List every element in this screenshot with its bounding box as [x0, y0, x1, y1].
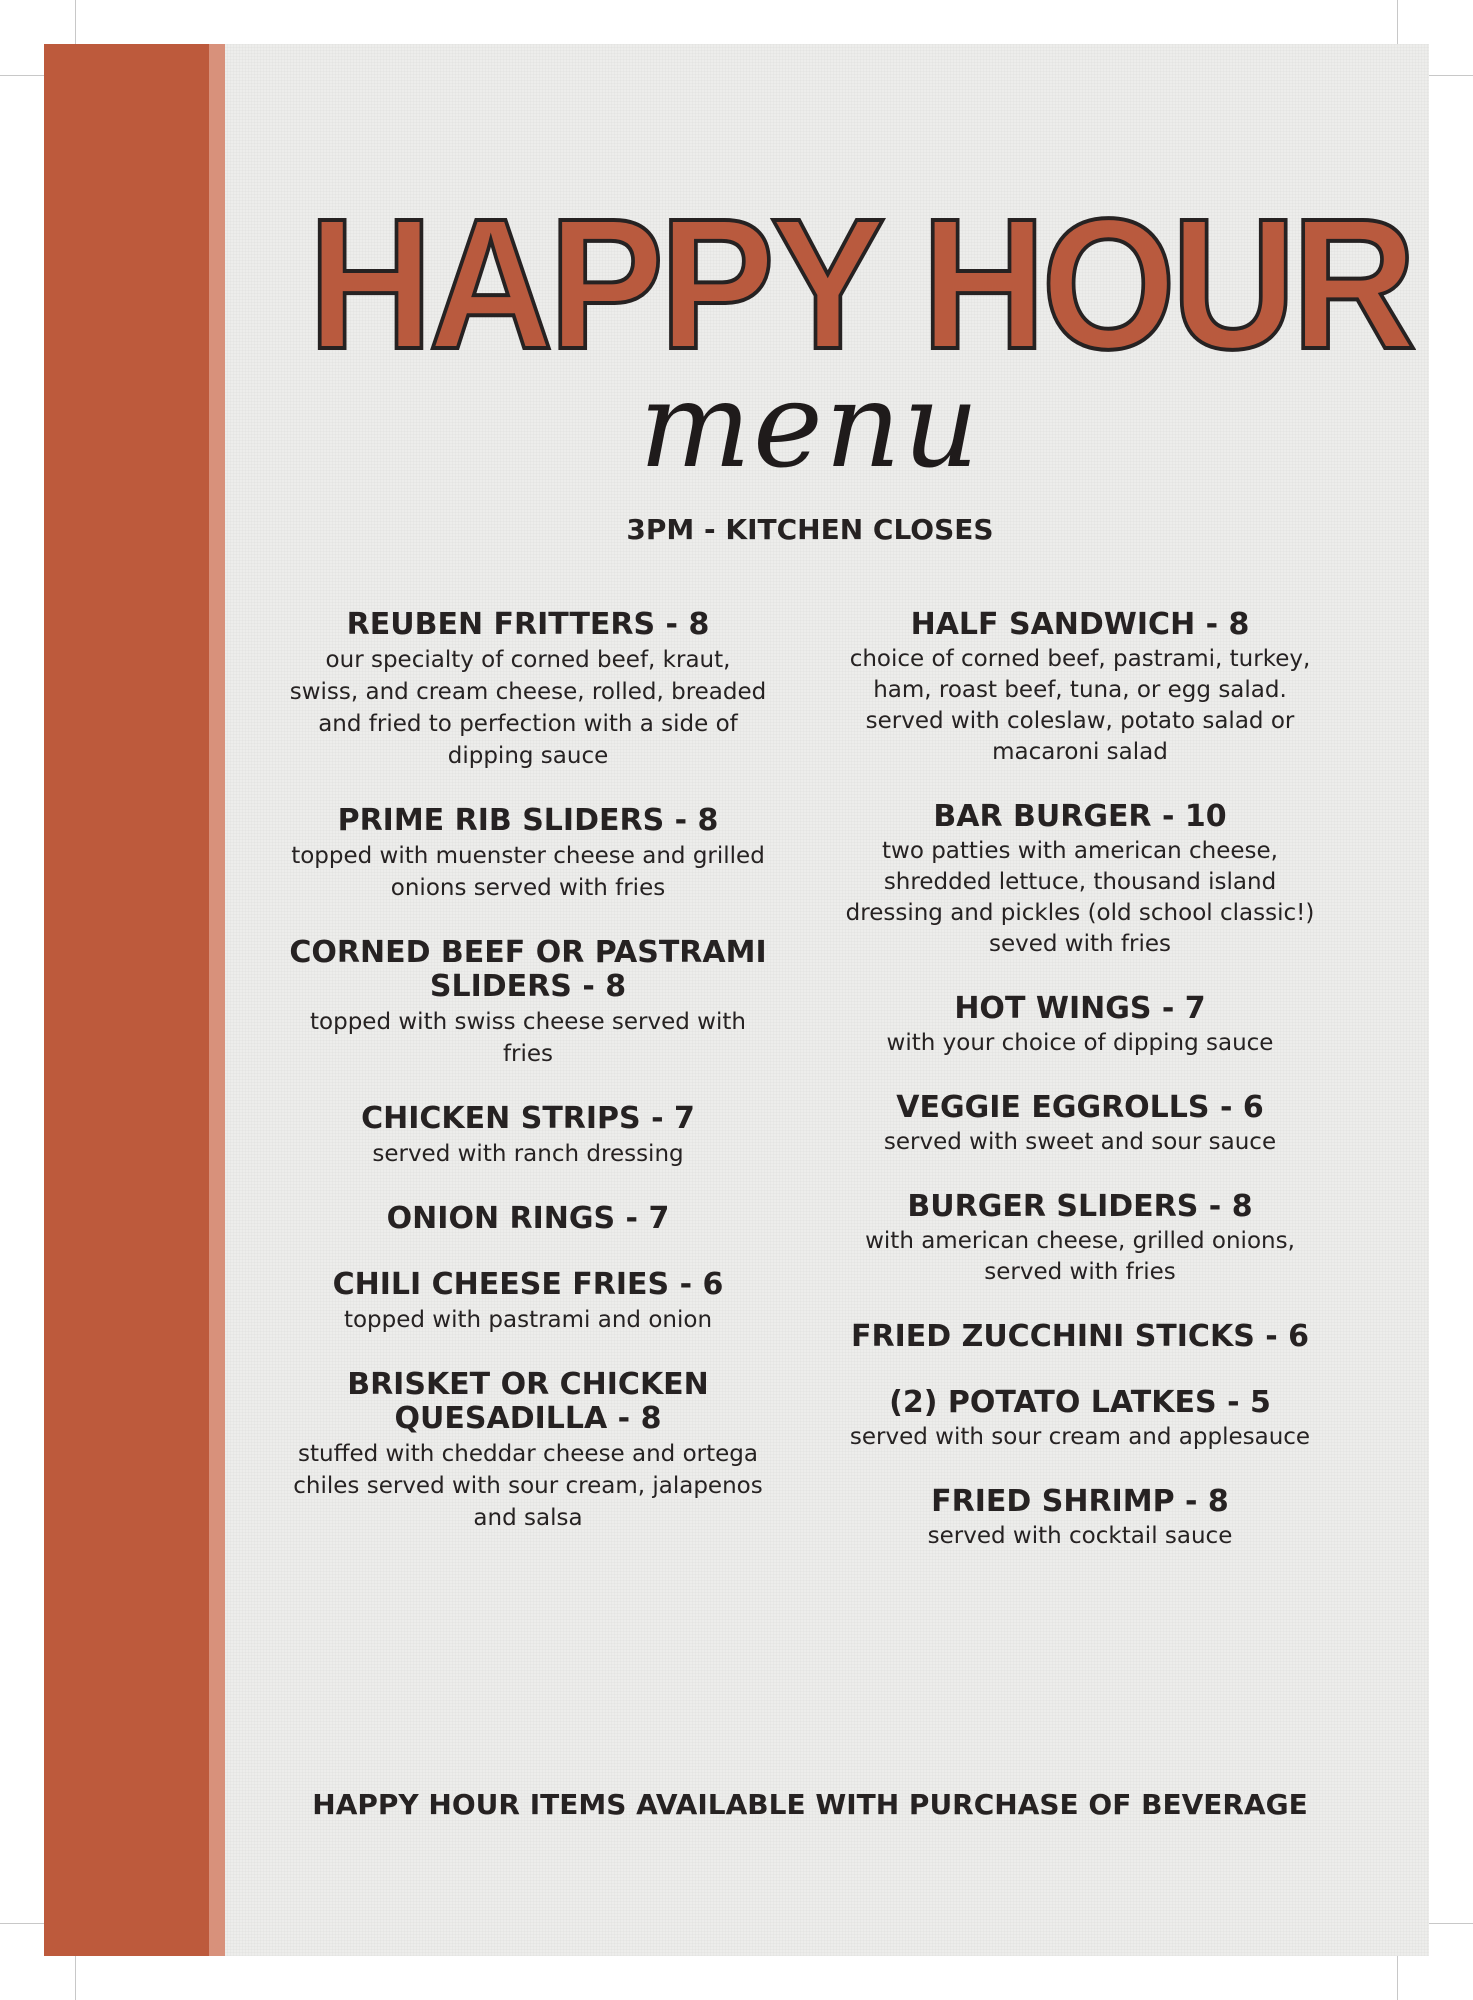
menu-item-name: FRIED ZUCCHINI STICKS - 6 — [850, 1319, 1310, 1354]
menu-item-name: REUBEN FRITTERS - 8 — [346, 607, 710, 642]
menu-item — [288, 1268, 768, 1336]
menu-item — [288, 1368, 768, 1534]
left-menu-column — [288, 608, 768, 1566]
menu-item-name: BURGER SLIDERS - 8 — [907, 1189, 1253, 1224]
menu-item-description: our specialty of corned beef, kraut, swiss, and cream cheese, rolled, breaded and fried to perfection with a side of dipping sauce — [289, 647, 767, 769]
menu-item — [840, 1091, 1320, 1158]
hours-text: 3PM - KITCHEN CLOSES — [626, 513, 994, 546]
menu-item-name: BAR BURGER - 10 — [933, 799, 1227, 834]
accent-band — [44, 44, 209, 1956]
right-menu-column — [840, 608, 1320, 1584]
menu-item-description: topped with pastrami and onion — [343, 1307, 713, 1333]
menu-item — [288, 804, 768, 904]
menu-item — [840, 992, 1320, 1059]
menu-item — [840, 1320, 1320, 1354]
accent-band-edge — [209, 44, 225, 1956]
menu-item-name: CORNED BEEF OR PASTRAMI SLIDERS - 8 — [289, 935, 767, 1004]
menu-item-description: topped with swiss cheese served with fries — [310, 1009, 746, 1067]
menu-item-name: ONION RINGS - 7 — [386, 1201, 670, 1236]
menu-item-description: choice of corned beef, pastrami, turkey, ham, roast beef, tuna, or egg salad. served with coleslaw, potato salad or macaroni salad — [849, 646, 1311, 765]
menu-item — [840, 1485, 1320, 1552]
menu-item — [840, 1190, 1320, 1288]
menu-item-name: (2) POTATO LATKES - 5 — [889, 1385, 1271, 1420]
menu-item-name: HALF SANDWICH - 8 — [910, 607, 1250, 642]
menu-item — [840, 608, 1320, 768]
menu-item-description: topped with muenster cheese and grilled onions served with fries — [291, 843, 765, 901]
menu-item — [840, 800, 1320, 960]
menu-item-name: FRIED SHRIMP - 8 — [931, 1484, 1229, 1519]
menu-item-description: with your choice of dipping sauce — [886, 1030, 1274, 1056]
menu-item-name: PRIME RIB SLIDERS - 8 — [337, 803, 719, 838]
menu-item-description: served with cocktail sauce — [927, 1523, 1233, 1549]
menu-item-name: VEGGIE EGGROLLS - 6 — [896, 1090, 1264, 1125]
menu-item — [288, 1202, 768, 1236]
menu-item — [288, 936, 768, 1070]
menu-item-description: served with sweet and sour sauce — [883, 1129, 1277, 1155]
menu-item-name: HOT WINGS - 7 — [954, 991, 1206, 1026]
menu-item-name: CHILI CHEESE FRIES - 6 — [332, 1267, 724, 1302]
menu-item — [288, 1102, 768, 1170]
menu-item-description: two patties with american cheese, shredded lettuce, thousand island dressing and pickles (old school classic!) seved with fries — [845, 838, 1315, 957]
menu-script-word: menu — [639, 356, 981, 494]
menu-item — [288, 608, 768, 772]
menu-item-description: served with sour cream and applesauce — [849, 1424, 1311, 1450]
menu-title: HAPPY HOUR — [308, 181, 1412, 388]
menu-item-description: served with ranch dressing — [372, 1141, 684, 1167]
menu-item — [840, 1386, 1320, 1453]
menu-item-description: with american cheese, grilled onions, served with fries — [865, 1228, 1295, 1285]
menu-item-name: BRISKET OR CHICKEN QUESADILLA - 8 — [347, 1367, 709, 1436]
footer-note: HAPPY HOUR ITEMS AVAILABLE WITH PURCHASE OF BEVERAGE — [312, 1788, 1308, 1821]
menu-item-name: CHICKEN STRIPS - 7 — [361, 1101, 695, 1136]
menu-item-description: stuffed with cheddar cheese and ortega chiles served with sour cream, jalapenos and salsa — [293, 1441, 763, 1531]
